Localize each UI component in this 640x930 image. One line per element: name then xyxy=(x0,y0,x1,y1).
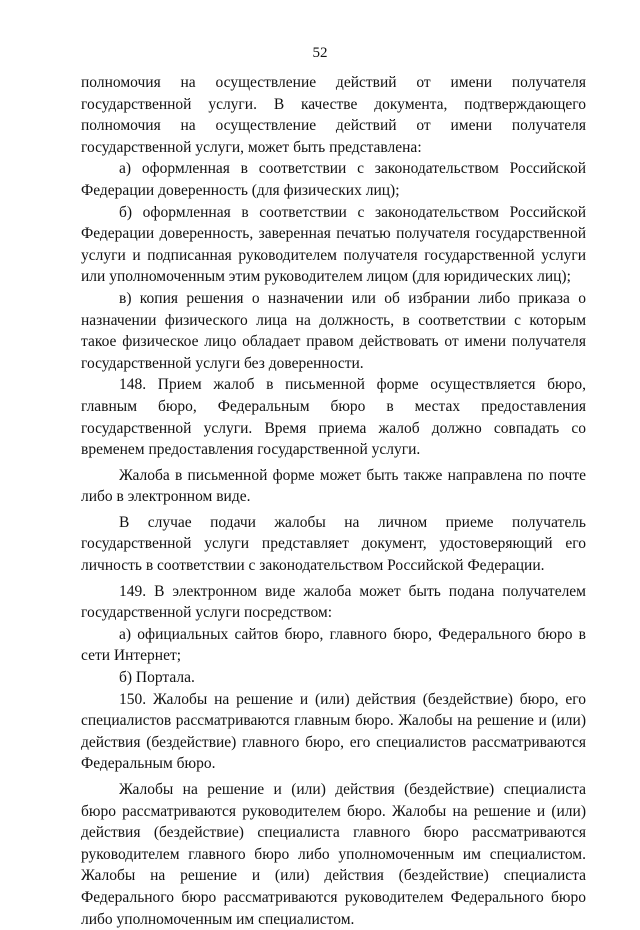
paragraph-complaint-mail: Жалоба в письменной форме может быть также направлена по почте либо в электронном виде. xyxy=(81,466,586,506)
paragraph-complaints-specialists: Жалобы на решение и (или) действия (бездействие) специалиста бюро рассматриваются руководителем бюро. Жалобы на решение и (или) действия (бездействие) специалиста главного бюро рассматриваются руководителем главного бюро либо уполномоченным им специалистом. Жалобы на решение и (или) действия (бездействие) специалиста Федерального бюро рассматриваются руководителем Федерального бюро либо уполномоченным им специалистом. xyxy=(81,781,586,928)
paragraph-item-a: а) оформленная в соответствии с законодательством Российской Федерации доверенность (для физических лиц); xyxy=(81,160,586,199)
paragraph-148: 148. Прием жалоб в письменной форме осуществляется бюро, главным бюро, Федеральным бюро в местах предоставления государственной услуги. Время приема жалоб должно совпадать со временем предоставления государственной услуги. xyxy=(81,376,586,459)
paragraph-continuation: полномочия на осуществление действий от имени получателя государственной услуги. В качестве документа, подтверждающего полномочия на осуществление действий от имени получателя государственной услуги, может быть представлена: xyxy=(81,74,586,156)
paragraph-150: 150. Жалобы на решение и (или) действия (бездействие) бюро, его специалистов рассматриваются главным бюро. Жалобы на решение и (или) действия (бездействие) главного бюро, его специалистов рассматриваются Федеральным бюро. xyxy=(81,690,586,773)
paragraph-149-item-b: б) Портала. xyxy=(119,669,195,687)
paragraph-item-b: б) оформленная в соответствии с законодательством Российской Федерации доверенность, заверенная печатью получателя государственной услуги и подписанная руководителем получателя государственной услуги или уполномоченным этим руководителем лицом (для юридических лиц); xyxy=(81,203,586,286)
paragraph-149: 149. В электронном виде жалоба может быть подана получателем государственной услуги посредством: xyxy=(81,582,586,622)
body-text xyxy=(81,72,586,930)
paragraph-item-v: в) копия решения о назначении или об избрании либо приказа о назначении физического лица на должность, в соответствии с которым такое физическое лицо обладает правом действовать от имени получателя государственной услуги без доверенности. xyxy=(81,289,586,372)
paragraph-personal-reception: В случае подачи жалобы на личном приеме получатель государственной услуги представляет документ, удостоверяющий его личность в соответствии с законодательством Российской Федерации. xyxy=(81,513,586,575)
paragraph-149-item-a: а) официальных сайтов бюро, главного бюро, Федерального бюро в сети Интернет; xyxy=(81,625,586,665)
page-number: 52 xyxy=(312,45,328,61)
